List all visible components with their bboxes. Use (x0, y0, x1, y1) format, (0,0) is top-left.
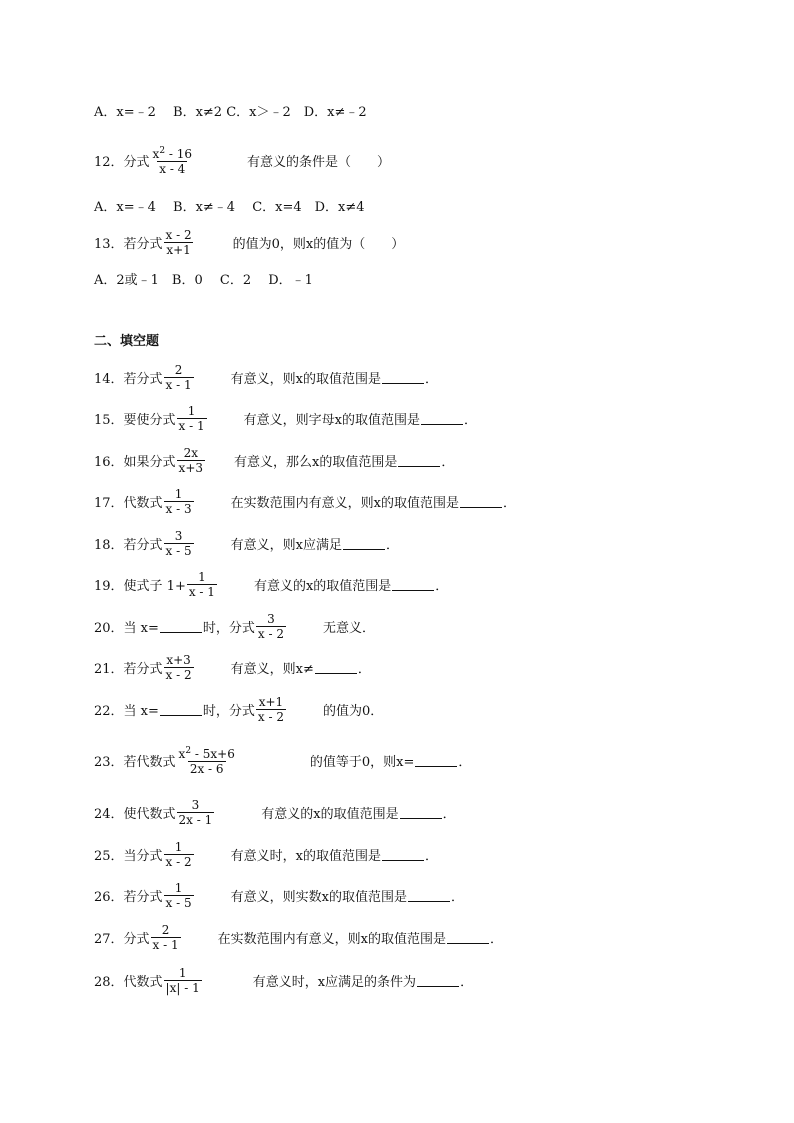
q16-lead: 16．如果分式 (94, 454, 176, 470)
q23-num-b: - 5x+6 (191, 747, 235, 761)
q17-num: 1 (174, 486, 183, 501)
answer-blank[interactable] (417, 974, 459, 987)
q13-den: x+1 (166, 242, 191, 257)
q11-options (94, 95, 367, 125)
q26-tail: 有意义，则实数x的取值范围是 (230, 889, 407, 905)
q13-num: x - 2 (165, 227, 192, 242)
q22-num: x+1 (258, 694, 284, 709)
q23-tail: 的值等于0，则x= (309, 754, 415, 770)
question-20 (94, 609, 375, 643)
question-22 (94, 692, 383, 726)
question-26 (94, 878, 464, 912)
q17-fraction (164, 487, 194, 516)
q12-num-b: - 16 (165, 147, 193, 161)
question-25 (94, 837, 438, 871)
q23-fraction (177, 744, 237, 776)
q15-tail: 有意义，则字母x的取值范围是 (243, 412, 420, 428)
q13-options (94, 263, 313, 293)
q22-lead: 22．当 x= (94, 703, 159, 719)
answer-blank[interactable] (160, 620, 202, 633)
answer-blank[interactable] (315, 661, 357, 674)
q27-fraction (151, 923, 181, 952)
question-24 (94, 795, 456, 829)
q24-num: 3 (191, 797, 200, 812)
q12-options (94, 190, 365, 220)
q24-tail: 有意义的x的取值范围是 (261, 806, 399, 822)
q26-fraction (164, 881, 194, 910)
q19-fraction (187, 570, 217, 599)
q20-tail: 无意义． (323, 620, 376, 636)
q28-end: ． (460, 974, 474, 990)
q15-num: 1 (187, 403, 196, 418)
q25-num: 1 (174, 839, 183, 854)
q21-num: x+3 (166, 652, 191, 667)
q11-options: A．x=﹣2 B．x≠2 C．x＞﹣2 D．x≠﹣2 (94, 104, 367, 120)
q27-den: x - 1 (152, 937, 179, 952)
q23-num-sup: 2 (185, 746, 192, 756)
q21-fraction (164, 653, 194, 682)
q26-den: x - 5 (165, 895, 192, 910)
q16-num: 2x (183, 445, 198, 460)
q28-tail: 有意义时，x应满足的条件为 (252, 974, 417, 990)
q12-fraction (151, 144, 194, 176)
q14-den: x - 1 (165, 377, 192, 392)
q14-end: ． (424, 371, 438, 387)
q24-fraction (177, 798, 215, 827)
question-19 (94, 567, 448, 601)
q19-den: x - 1 (188, 584, 215, 599)
q25-end: ． (424, 848, 438, 864)
q21-lead: 21．若分式 (94, 661, 163, 677)
q25-den: x - 2 (165, 854, 192, 869)
answer-blank[interactable] (398, 454, 440, 467)
q12-num-sup: 2 (159, 146, 166, 156)
q15-lead: 15．要使分式 (94, 412, 176, 428)
question-28 (94, 963, 473, 997)
q18-end: ． (385, 537, 399, 553)
q28-num: 1 (178, 965, 187, 980)
question-23 (94, 742, 471, 778)
q17-lead: 17．代数式 (94, 495, 163, 511)
q23-lead: 23．若代数式 (94, 754, 176, 770)
q21-den: x - 2 (165, 667, 192, 682)
q28-lead: 28．代数式 (94, 974, 163, 990)
q17-den: x - 3 (165, 501, 192, 516)
q14-fraction (164, 363, 194, 392)
q13-tail: 的值为0，则x的值为（ ） (232, 236, 405, 252)
section-heading: 二、填空题 (94, 333, 160, 349)
q12-tail: 有意义的条件是（ ） (247, 154, 391, 170)
q19-tail: 有意义的x的取值范围是 (253, 578, 392, 594)
q13-lead: 13．若分式 (94, 236, 163, 252)
q18-den: x - 5 (165, 543, 192, 558)
question-13 (94, 224, 404, 260)
answer-blank[interactable] (408, 889, 450, 902)
answer-blank[interactable] (382, 371, 424, 384)
answer-blank[interactable] (382, 848, 424, 861)
question-16 (94, 443, 454, 477)
q27-lead: 27．分式 (94, 931, 150, 947)
q12-options: A．x=﹣4 B．x≠﹣4 C．x=4 D．x≠4 (94, 199, 365, 215)
q20-den: x - 2 (257, 626, 285, 641)
q18-fraction (164, 529, 194, 558)
q27-num: 2 (161, 922, 170, 937)
q26-num: 1 (174, 880, 183, 895)
q20-mid: 时，分式 (202, 620, 255, 636)
q15-fraction (177, 404, 207, 433)
q12-num-a: x (152, 147, 160, 161)
q28-fraction (164, 966, 202, 995)
question-21 (94, 650, 371, 684)
answer-blank[interactable] (447, 931, 489, 944)
question-27 (94, 920, 503, 954)
q26-end: ． (450, 889, 464, 905)
q24-den: 2x - 1 (178, 812, 213, 827)
q25-fraction (164, 840, 194, 869)
q23-end: ． (458, 754, 472, 770)
q18-num: 3 (174, 528, 183, 543)
q20-num: 3 (267, 611, 275, 626)
q20-fraction (256, 612, 286, 641)
q27-tail: 在实数范围内有意义，则x的取值范围是 (217, 931, 446, 947)
q19-lead: 19．使式子 1+ (94, 578, 186, 594)
question-18 (94, 526, 399, 560)
q25-lead: 25．当分式 (94, 848, 163, 864)
q15-end: ． (463, 412, 477, 428)
q12-den: x - 4 (159, 162, 186, 176)
q28-den: |x| - 1 (165, 980, 200, 995)
q12-lead: 12．分式 (94, 154, 150, 170)
q23-den: 2x - 6 (189, 762, 224, 776)
answer-blank[interactable] (400, 806, 442, 819)
q22-den: x - 2 (257, 709, 285, 724)
question-15 (94, 401, 477, 435)
q18-lead: 18．若分式 (94, 537, 163, 553)
q17-end: ． (502, 495, 516, 511)
section-heading (94, 324, 159, 354)
q14-num: 2 (174, 362, 183, 377)
answer-blank[interactable] (160, 703, 202, 716)
q14-lead: 14．若分式 (94, 371, 163, 387)
q24-end: ． (442, 806, 456, 822)
q22-fraction (256, 695, 286, 724)
q16-end: ． (441, 454, 455, 470)
q16-fraction (177, 446, 205, 475)
q23-num-a: x (178, 747, 186, 761)
question-12 (94, 142, 390, 178)
q26-lead: 26．若分式 (94, 889, 163, 905)
answer-blank[interactable] (343, 537, 385, 550)
answer-blank[interactable] (392, 578, 434, 591)
q15-den: x - 1 (178, 418, 205, 433)
q14-tail: 有意义，则x的取值范围是 (230, 371, 381, 387)
q21-end: ． (357, 661, 371, 677)
q13-options: A．2或﹣1 B．0 C．2 D．﹣1 (94, 272, 313, 288)
q16-den: x+3 (178, 460, 204, 475)
answer-blank[interactable] (421, 412, 463, 425)
q19-end: ． (435, 578, 449, 594)
q16-tail: 有意义，那么x的取值范围是 (234, 454, 398, 470)
q18-tail: 有意义，则x应满足 (230, 537, 342, 553)
q20-lead: 20．当 x= (94, 620, 159, 636)
q22-tail: 的值为0． (323, 703, 384, 719)
q22-mid: 时，分式 (202, 703, 255, 719)
q13-fraction (164, 228, 194, 257)
q21-tail: 有意义，则x≠ (230, 661, 314, 677)
answer-blank[interactable] (415, 754, 457, 767)
q27-end: ． (489, 931, 503, 947)
q25-tail: 有意义时，x的取值范围是 (230, 848, 381, 864)
q24-lead: 24．使代数式 (94, 806, 176, 822)
answer-blank[interactable] (460, 495, 502, 508)
q17-tail: 在实数范围内有意义，则x的取值范围是 (230, 495, 459, 511)
q19-num: 1 (198, 569, 206, 584)
question-14 (94, 360, 438, 394)
question-17 (94, 484, 516, 518)
